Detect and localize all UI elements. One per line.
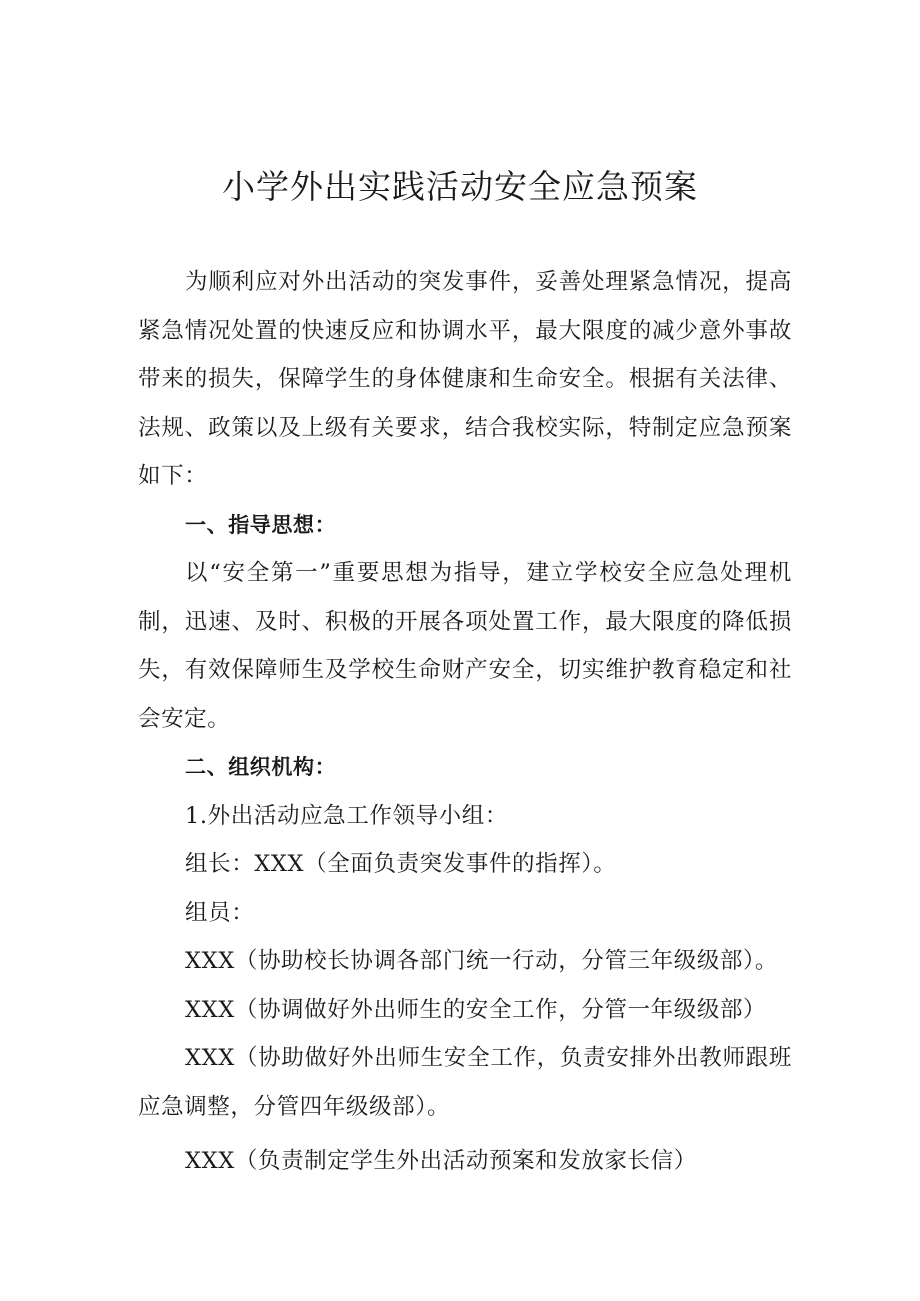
member-line: XXX（协调做好外出师生的安全工作，分管一年级级部） (185, 996, 767, 1023)
member-line: XXX（协助校长协调各部门统一行动，分管三年级级部）。 (185, 948, 779, 974)
group-leader-line: 组长：XXX（全面负责突发事件的指挥）。 (185, 851, 617, 877)
member-line: XXX（负责制定学生外出活动预案和发放家长信） (185, 1148, 697, 1174)
intro-paragraph: 为顺利应对外出活动的突发事件，妥善处理紧急情况，提高紧急情况处置的快速反应和协调水平，最大限度的减少意外事故带来的损失，保障学生的身体健康和生命安全。根据有关法律、法规、政策以及上级有关要求，结合我校实际，特制定应急预案如下： (138, 269, 792, 489)
section-heading-guiding-ideology: 一、指导思想： (185, 512, 337, 537)
member-line: XXX（协助做好外出师生安全工作，负责安排外出教师跟班应急调整，分管四年级级部）。 (138, 1045, 792, 1120)
guiding-ideology-paragraph: 以“安全第一”重要思想为指导，建立学校安全应急处理机制，迅速、及时、积极的开展各项处置工作，最大限度的降低损失，有效保障师生及学校生命财产安全，切实维护教育稳定和社会安定。 (138, 560, 792, 732)
document-body (138, 258, 792, 1186)
leadership-group-title: 1.外出活动应急工作领导小组： (185, 802, 508, 829)
members-label: 组员： (185, 899, 255, 926)
document-title: 小学外出实践活动安全应急预案 (222, 167, 698, 206)
section-heading-organization: 二、组织机构： (185, 755, 337, 779)
